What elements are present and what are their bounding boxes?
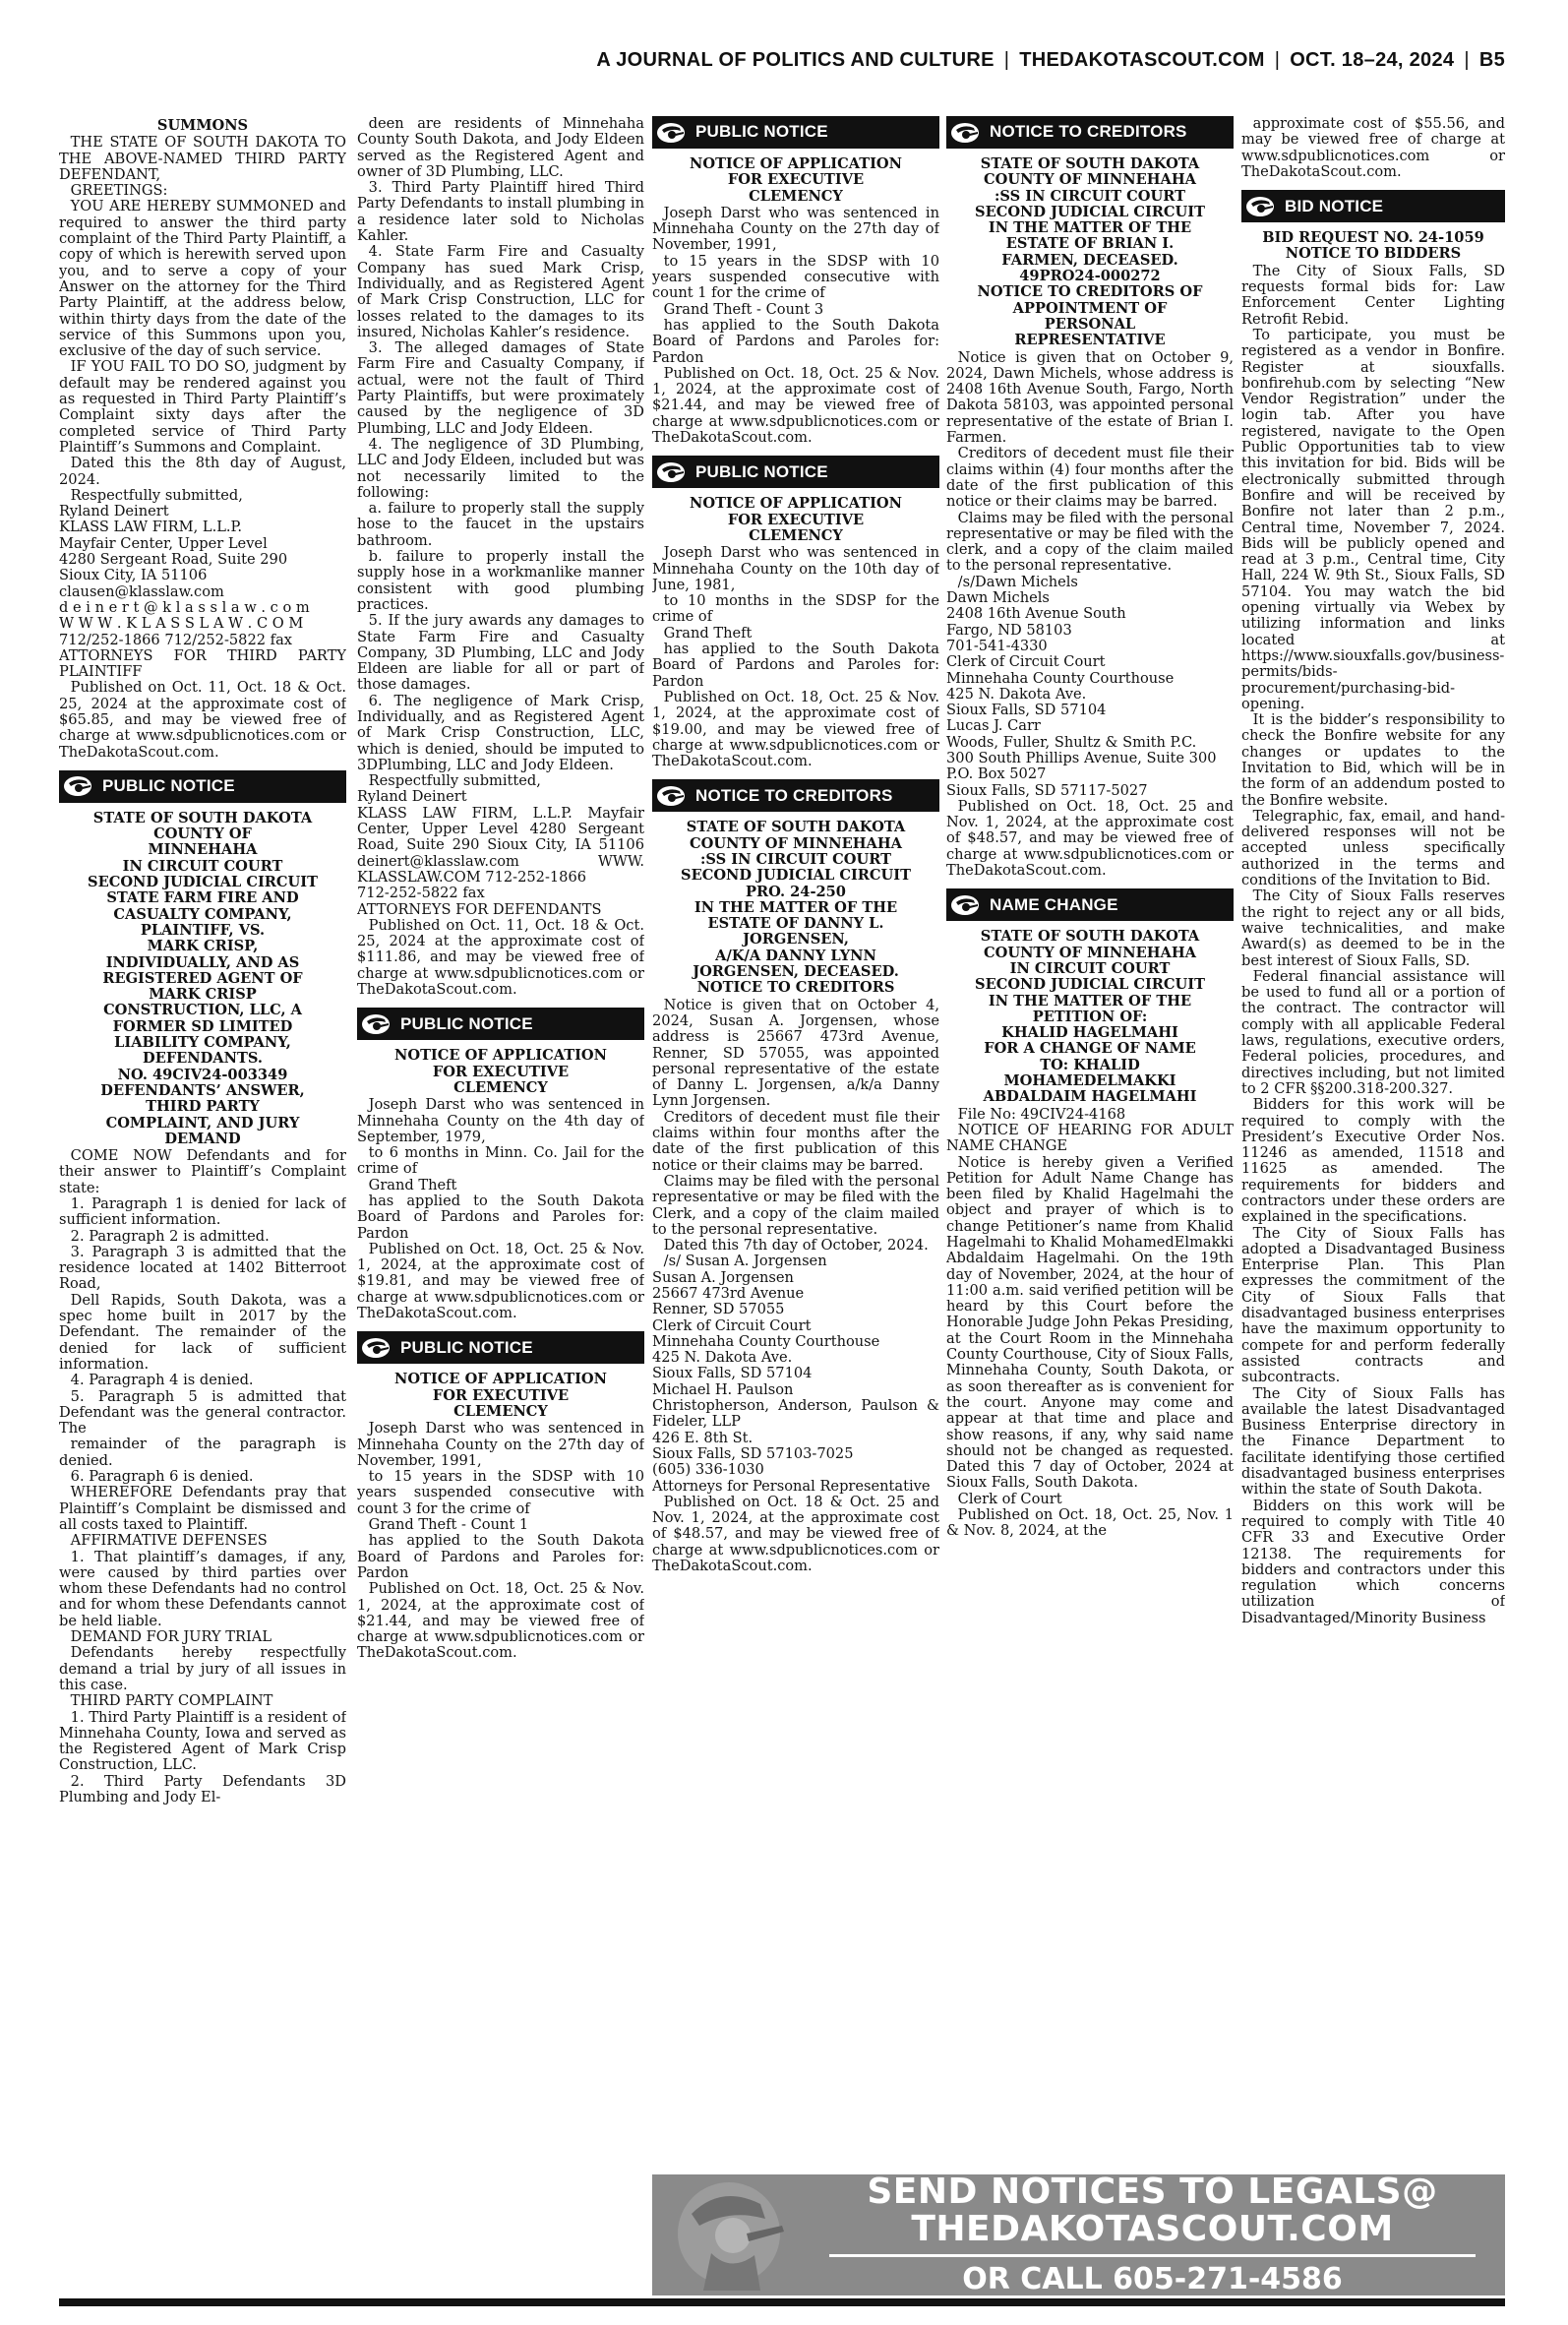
- section-banner: [652, 456, 939, 488]
- scout-logo-icon: [1245, 196, 1275, 217]
- site-name: THEDAKOTASCOUT.COM: [1019, 49, 1265, 71]
- promo-phone: OR CALL 605-271-4586: [962, 2262, 1343, 2295]
- notice-paragraph: Creditors of decedent must file their claims within four months after the date of the first publication of this notice or their claims may be barred.: [652, 1108, 939, 1174]
- scout-logo-icon: [950, 122, 980, 144]
- notice-paragraph: has applied to the South Dakota Board of Pardons and Paroles for: Pardon: [652, 641, 939, 690]
- notice-paragraph: a. failure to properly stall the supply hose to the faucet in the upstairs bathroom.: [357, 500, 644, 549]
- scout-logo-icon: [63, 775, 92, 797]
- section-banner: [357, 1331, 644, 1364]
- notice-paragraph: Published on Oct. 18, Oct. 25, Nov. 1 & Nov. 8, 2024, at the: [946, 1506, 1234, 1540]
- notice-heading: STATE OF SOUTH DAKOTA COUNTY OF MINNEHAHA IN CIRCUIT COURT SECOND JUDICIAL CIRCUIT IN THE MATTER OF THE PETITION OF: KHALID HAGELMAHI FOR A CHANGE OF NAME TO: KHALID MOHAMEDELMAKKI ABDALDAIM HAGELMAHI: [975, 928, 1205, 1106]
- notice-paragraph: DEMAND FOR JURY TRIAL: [70, 1628, 272, 1646]
- column-2: [357, 116, 644, 2172]
- banner-label: PUBLIC NOTICE: [400, 1337, 533, 1357]
- notice-heading: NOTICE OF APPLICATION FOR EXECUTIVE CLEMENCY: [394, 1371, 607, 1420]
- section-banner: [946, 116, 1234, 149]
- section-banner: [652, 779, 939, 812]
- notice-paragraph: Bidders for this work will be required to comply with the President’s Executive Order Nos. 11246 as amended, 11518 and 11625 as amended. The requirements for bidders and contractors under these orders are explained in the specifications.: [1241, 1096, 1505, 1226]
- section-banner: [1241, 190, 1505, 222]
- notice-paragraph: 3. Third Party Plaintiff hired Third Party Defendants to install plumbing in a residence later sold to Nicholas Kahler.: [357, 179, 644, 245]
- notice-paragraph: to 10 months in the SDSP for the crime of: [652, 592, 939, 626]
- section-banner: [652, 116, 939, 149]
- notice-paragraph: to 15 years in the SDSP with 10 years suspended consecutive with count 3 for the crime of: [357, 1468, 644, 1517]
- notice-paragraph: Published on Oct. 18, Oct. 25 and Nov. 1, 2024, at the approximate cost of $48.57, and may be viewed free of charge at www.sdpublicnotices.com or TheDakotaScout.com.: [946, 797, 1234, 880]
- notice-paragraph: Published on Oct. 18, Oct. 25 & Nov. 1, 2024, at the approximate cost of $19.81, and may be viewed free of charge at www.sdpublicnotices.com or TheDakotaScout.com.: [357, 1240, 644, 1322]
- notice-paragraph: To participate, you must be registered as a vendor in Bonfire. Register at siouxfalls. bonfirehub.com by selecting “New Vendor Registration” under the login tab. After you have registered, navigate to the Open Public Opportunities tab to view this invitation for bid. Bids will be electronically submitted through Bonfire and will be received by Bonfire not later than 2 p.m., Central time, November 7, 2024. Bids will be publicly opened and read at 3 p.m., Central time, City Hall, 224 W. 9th St., Sioux Falls, SD 57104. You may watch the bid opening virtually via Webex by utilizing information and links located at https://www.siouxfalls.gov/business-permits/bids- procurement/purchasing-bid-opening.: [1241, 326, 1505, 712]
- notice-signature-block: Respectfully submitted, Ryland Deinert KLASS LAW FIRM, L.L.P. Mayfair Center, Upper Level 4280 Sergeant Road, Suite 290 Sioux City, IA 51106 deinert@klasslaw.com WWW. KLASSLAW.COM 712-252-1866 712-252-5822 fax ATTORNEYS FOR DEFENDANTS: [357, 772, 644, 918]
- promo-line-2: THEDAKOTASCOUT.COM: [911, 2209, 1394, 2249]
- notice-paragraph: The City of Sioux Falls reserves the right to reject any or all bids, waive technicalities, and make Award(s) as deemed to be in the best interest of Sioux Falls, SD.: [1241, 887, 1505, 969]
- notice-heading: SUMMONS: [156, 117, 249, 134]
- column-1: [59, 116, 346, 2172]
- banner-label: NOTICE TO CREDITORS: [990, 122, 1187, 142]
- notice-paragraph: NOTICE OF HEARING FOR ADULT NAME CHANGE: [946, 1121, 1234, 1155]
- notice-heading: STATE OF SOUTH DAKOTA COUNTY OF MINNEHAHA :SS IN CIRCUIT COURT SECOND JUDICIAL CIRCUIT IN THE MATTER OF THE ESTATE OF BRIAN I. FARMEN, DECEASED. 49PRO24-000272 NOTICE TO CREDITORS OF APPOINTMENT OF PERSONAL REPRESENTATIVE: [975, 155, 1205, 349]
- notice-paragraph: 1. Paragraph 1 is denied for lack of sufficient information.: [59, 1195, 346, 1229]
- notice-paragraph: deen are residents of Minnehaha County South Dakota, and Jody Eldeen served as the Registered Agent and owner of 3D Plumbing, LLC.: [357, 116, 644, 180]
- notice-paragraph: Grand Theft: [368, 1176, 457, 1193]
- notice-paragraph: Dated this the 8th day of August, 2024.: [59, 455, 346, 488]
- banner-label: PUBLIC NOTICE: [695, 461, 828, 481]
- notice-paragraph: 4. Paragraph 4 is denied.: [70, 1372, 254, 1389]
- banner-label: PUBLIC NOTICE: [695, 122, 828, 142]
- page-number: B5: [1478, 49, 1505, 71]
- notice-paragraph: Dated this 7th day of October, 2024.: [663, 1237, 929, 1254]
- notice-heading: NOTICE OF APPLICATION FOR EXECUTIVE CLEMENCY: [690, 155, 902, 205]
- column-5: [1241, 116, 1505, 2172]
- notice-paragraph: b. failure to properly install the supply hose in a workmanlike manner consistent with good plumbing practices.: [357, 548, 644, 613]
- notice-paragraph: GREETINGS:: [70, 182, 168, 200]
- notice-paragraph: has applied to the South Dakota Board of Pardons and Paroles for: Pardon: [652, 316, 939, 366]
- notice-paragraph: Joseph Darst who was sentenced in Minnehaha County on the 4th day of September, 1979,: [357, 1096, 644, 1145]
- notice-heading: NOTICE OF APPLICATION FOR EXECUTIVE CLEMENCY: [690, 495, 902, 544]
- notice-paragraph: The City of Sioux Falls has available the latest Disadvantaged Business Enterprise directory in the Finance Department to facilitate identifying those certified disadvantaged business enterprises within the state of South Dakota.: [1241, 1384, 1505, 1499]
- promo-divider: [829, 2254, 1476, 2257]
- notice-heading: STATE OF SOUTH DAKOTA COUNTY OF MINNEHAHA IN CIRCUIT COURT SECOND JUDICIAL CIRCUIT STATE FARM FIRE AND CASUALTY COMPANY, PLAINTIFF, VS. MARK CRISP, INDIVIDUALLY, AND AS REGISTERED AGENT OF MARK CRISP CONSTRUCTION, LLC, A FORMER SD LIMITED LIABILITY COMPANY, DEFENDANTS. NO. 49CIV24-003349 DEFENDANTS’ ANSWER, THIRD PARTY COMPLAINT, AND JURY DEMAND: [88, 809, 318, 1147]
- notice-paragraph: Published on Oct. 18 & Oct. 25 and Nov. 1, 2024, at the approximate cost of $48.57, and may be viewed free of charge at www.sdpublicnotices.com or TheDakotaScout.com.: [652, 1493, 939, 1575]
- notice-paragraph: Claims may be filed with the personal representative or may be filed with the clerk, and a copy of the claim mailed to the personal representative.: [946, 509, 1234, 575]
- notice-paragraph: to 6 months in Minn. Co. Jail for the crime of: [357, 1144, 644, 1178]
- notice-paragraph: Notice is given that on October 4, 2024, Susan A. Jorgensen, whose address is 25667 473rd Avenue, Renner, SD 57055, was appointed personal representative of the estate of Danny L. Jorgensen, a/k/a Danny Lynn Jorgensen.: [652, 996, 939, 1110]
- notice-paragraph: Joseph Darst who was sentenced in Minnehaha County on the 10th day of June, 1981,: [652, 544, 939, 593]
- scout-figure-icon: [652, 2174, 800, 2295]
- scout-logo-icon: [361, 1337, 391, 1359]
- notice-paragraph: Notice is given that on October 9, 2024, Dawn Michels, whose address is 2408 16th Avenue South, Fargo, North Dakota 58103, was appointed personal representative of the estate of Brian I. Farmen.: [946, 348, 1234, 447]
- notice-heading: BID REQUEST NO. 24-1059 NOTICE TO BIDDERS: [1262, 229, 1484, 263]
- notice-paragraph: Claims may be filed with the personal representative or may be filed with the Clerk, and a copy of the claim mailed to the personal representative.: [652, 1172, 939, 1238]
- notice-paragraph: THE STATE OF SOUTH DAKOTA TO THE ABOVE-NAMED THIRD PARTY DEFENDANT,: [59, 134, 346, 183]
- section-banner: [946, 888, 1234, 921]
- scout-logo-icon: [656, 785, 686, 807]
- scout-logo-icon: [361, 1013, 391, 1035]
- notice-paragraph: File No: 49CIV24-4168: [957, 1105, 1126, 1123]
- notice-paragraph: AFFIRMATIVE DEFENSES: [70, 1532, 268, 1550]
- notice-paragraph: The City of Sioux Falls, SD requests formal bids for: Law Enforcement Center Lighting Retrofit Rebid.: [1241, 262, 1505, 328]
- notice-paragraph: The City of Sioux Falls has adopted a Disadvantaged Business Enterprise Plan. This Plan expresses the commitment of the City of Sioux Falls that disadvantaged business enterprises have the maximum opportunity to compete for and perform federally assisted contracts and subcontracts.: [1241, 1224, 1505, 1386]
- notice-paragraph: to 15 years in the SDSP with 10 years suspended consecutive with count 1 for the crime of: [652, 252, 939, 302]
- notice-paragraph: 4. The negligence of 3D Plumbing, LLC and Jody Eldeen, included but was not necessarily limited to the following:: [357, 435, 644, 501]
- notice-paragraph: 4. State Farm Fire and Casualty Company has sued Mark Crisp, Individually, and as Registered Agent of Mark Crisp Construction, LLC for losses related to the damages to its insured, Nicholas Kahler’s residence.: [357, 243, 644, 340]
- notice-paragraph: 6. Paragraph 6 is denied.: [70, 1468, 254, 1486]
- journal-tagline: A JOURNAL OF POLITICS AND CULTURE: [596, 49, 995, 71]
- notice-signature-block: Respectfully submitted, Ryland Deinert KLASS LAW FIRM, L.L.P. Mayfair Center, Upper Level 4280 Sergeant Road, Suite 290 Sioux City, IA 51106 clausen@klasslaw.com d e i n e r t @ k l a s s l a w . c o m W W W . K L A S S L A W . C O M 712/252-1866 712/252-5822 fax ATTORNEYS FOR THIRD PARTY PLAINTIFF: [59, 486, 346, 681]
- banner-label: BID NOTICE: [1285, 196, 1384, 215]
- notice-paragraph: 5. If the jury awards any damages to State Farm Fire and Casualty Company, 3D Plumbing, LLC and Jody Eldeen are liable for all or part of those damages.: [357, 612, 644, 694]
- notice-paragraph: YOU ARE HEREBY SUMMONED and required to answer the third party complaint of the Third Party Plaintiff, a copy of which is herewith served upon you, and to serve a copy of your Answer on the attorney for the Third Party Plaintiff, at the address below, within thirty days from the date of the service of this Summons upon you, exclusive of the day of such service.: [59, 198, 346, 360]
- notice-paragraph: WHEREFORE Defendants pray that Plaintiff’s Complaint be dismissed and all costs taxed to Plaintiff.: [59, 1484, 346, 1533]
- notice-paragraph: has applied to the South Dakota Board of Pardons and Paroles for: Pardon: [357, 1193, 644, 1242]
- scout-logo-icon: [950, 894, 980, 916]
- legals-promo-box: [652, 2174, 1505, 2295]
- notice-paragraph: 3. The alleged damages of State Farm Fire and Casualty Company, if actual, were not the fault of Third Party Plaintiffs, but were proximately caused by the negligence of 3D Plumbing, LLC and Jody Eldeen.: [357, 339, 644, 437]
- notice-paragraph: Dell Rapids, South Dakota, was a spec home built in 2017 by the Defendant. The remainder of the denied for lack of sufficient information.: [59, 1291, 346, 1373]
- masthead-separator: |: [1274, 49, 1281, 71]
- promo-line-1: SEND NOTICES TO LEGALS@: [867, 2174, 1438, 2212]
- notice-paragraph: Published on Oct. 11, Oct. 18 & Oct. 25, 2024 at the approximate cost of $111.86, and may be viewed free of charge at www.sdpublicnotices.com or TheDakotaScout.com.: [357, 916, 644, 999]
- issue-dates: OCT. 18–24, 2024: [1290, 49, 1455, 71]
- notice-paragraph: Published on Oct. 18, Oct. 25 & Nov. 1, 2024, at the approximate cost of $21.44, and may be viewed free of charge at www.sdpublicnotices.com or TheDakotaScout.com.: [357, 1580, 644, 1662]
- section-banner: [59, 770, 346, 803]
- banner-label: NOTICE TO CREDITORS: [695, 785, 893, 805]
- notice-paragraph: COME NOW Defendants and for their answer to Plaintiff’s Complaint state:: [59, 1147, 346, 1196]
- notice-paragraph: Federal financial assistance will be used to fund all or a portion of the contract. The contractor will comply with all applicable Federal laws, regulations, executive orders, Federal policies, procedures, and directives including, but not limited to 2 CFR §§200.318-200.327.: [1241, 967, 1505, 1097]
- scout-logo-icon: [656, 461, 686, 483]
- notice-paragraph: Published on Oct. 11, Oct. 18 & Oct. 25, 2024 at the approximate cost of $65.85, and may be viewed free of charge at www.sdpublicnotices.com or TheDakotaScout.com.: [59, 679, 346, 761]
- notice-paragraph: Grand Theft - Count 1: [368, 1516, 529, 1534]
- notice-paragraph: Notice is hereby given a Verified Petition for Adult Name Change has been filed by Khalid Hagelmahi the object and prayer of which is to change Petitioner’s name from Khalid Hagelmahi to Khalid MohamedElmakki Abdaldaim Hagelmahi. On the 19th day of November, 2024, at the hour of 11:00 a.m. said verified petition will be heard by this Court before the Honorable Judge John Pekas Presiding, at the Court Room in the Minnehaha County Courthouse, City of Sioux Falls, Minnehaha County, South Dakota, or as soon thereafter as is convenient for the court. Anyone may come and appear at that time and place and show reasons, if any, why said name should not be changed as requested. Dated this 7 day of October, 2024 at Sioux Falls, South Dakota.: [946, 1153, 1234, 1492]
- notice-paragraph: has applied to the South Dakota Board of Pardons and Paroles for: Pardon: [357, 1532, 644, 1581]
- notice-paragraph: Bidders on this work will be required to comply with Title 40 CFR 33 and Executive Order 12138. The requirements for bidders and contractors under this regulation which concerns utilization of Disadvantaged/Minority Business: [1241, 1497, 1505, 1626]
- notice-paragraph: 2. Third Party Defendants 3D Plumbing and Jody El-: [59, 1772, 346, 1805]
- notice-paragraph: remainder of the paragraph is denied.: [59, 1436, 346, 1469]
- notice-paragraph: 1. That plaintiff’s damages, if any, were caused by third parties over whom these Defendants had no control and for whom these Defendants cannot be held liable.: [59, 1548, 346, 1629]
- footer-rule: [59, 2298, 1505, 2306]
- notice-paragraph: Published on Oct. 18, Oct. 25 & Nov. 1, 2024, at the approximate cost of $21.44, and may be viewed free of charge at www.sdpublicnotices.com or TheDakotaScout.com.: [652, 364, 939, 447]
- notice-paragraph: It is the bidder’s responsibility to check the Bonfire website for any changes or updates to the Invitation to Bid, which will be in the form of an addendum posted to the Bonfire website.: [1241, 711, 1505, 809]
- section-banner: [357, 1008, 644, 1040]
- column-4: [946, 116, 1234, 2172]
- scout-logo-icon: [656, 122, 686, 144]
- notice-paragraph: approximate cost of $55.56, and may be viewed free of charge at www.sdpublicnotices.com or TheDakotaScout.com.: [1241, 116, 1505, 180]
- notice-paragraph: 6. The negligence of Mark Crisp, Individually, and as Registered Agent of Mark Crisp Construction, LLC, which is denied, should be imputed to 3DPlumbing, LLC and Jody Eldeen.: [357, 692, 644, 773]
- notice-paragraph: 2. Paragraph 2 is admitted.: [70, 1227, 270, 1245]
- banner-label: PUBLIC NOTICE: [102, 776, 235, 796]
- notice-heading: NOTICE OF APPLICATION FOR EXECUTIVE CLEMENCY: [394, 1047, 607, 1096]
- banner-label: NAME CHANGE: [990, 894, 1118, 914]
- notice-signature-block: /s/Dawn Michels Dawn Michels 2408 16th Avenue South Fargo, ND 58103 701-541-4330 Clerk of Circuit Court Minnehaha County Courthouse 425 N. Dakota Ave. Sioux Falls, SD 57104 Lucas J. Carr Woods, Fuller, Shultz & Smith P.C. 300 South Phillips Avenue, Suite 300 P.O. Box 5027 Sioux Falls, SD 57117-5027: [946, 573, 1217, 799]
- notice-paragraph: IF YOU FAIL TO DO SO, judgment by default may be rendered against you as requested in Third Party Plaintiff’s Complaint sixty days after the completed service of Third Party Plaintiff’s Summons and Complaint.: [59, 358, 346, 456]
- notice-paragraph: Grand Theft: [663, 624, 753, 642]
- notice-paragraph: Published on Oct. 18, Oct. 25 & Nov. 1, 2024, at the approximate cost of $19.00, and may be viewed free of charge at www.sdpublicnotices.com or TheDakotaScout.com.: [652, 688, 939, 770]
- masthead-separator: |: [1464, 49, 1470, 71]
- banner-label: PUBLIC NOTICE: [400, 1013, 533, 1033]
- notice-paragraph: Grand Theft - Count 3: [663, 300, 824, 318]
- notice-signature-block: /s/ Susan A. Jorgensen Susan A. Jorgensen 25667 473rd Avenue Renner, SD 57055 Clerk of Circuit Court Minnehaha County Courthouse 425 N. Dakota Ave. Sioux Falls, SD 57104 Michael H. Paulson Christopherson, Anderson, Paulson & Fideler, LLP 426 E. 8th St. Sioux Falls, SD 57103-7025 (605) 336-1030 Attorneys for Personal Representative: [652, 1253, 939, 1495]
- column-3: [652, 116, 939, 2172]
- notice-paragraph: THIRD PARTY COMPLAINT: [70, 1692, 273, 1710]
- notice-paragraph: 5. Paragraph 5 is admitted that Defendant was the general contractor. The: [59, 1387, 346, 1438]
- masthead-separator: |: [1003, 49, 1010, 71]
- notice-paragraph: Joseph Darst who was sentenced in Minnehaha County on the 27th day of November, 1991,: [652, 204, 939, 254]
- notice-paragraph: Defendants hereby respectfully demand a trial by jury of all issues in this case.: [59, 1644, 346, 1693]
- notice-paragraph: Creditors of decedent must file their claims within (4) four months after the date of the first publication of this notice or their claims may be barred.: [946, 445, 1234, 511]
- notice-paragraph: 1. Third Party Plaintiff is a resident of Minnehaha County, Iowa and served as the Registered Agent of Mark Crisp Construction, LLC.: [59, 1708, 346, 1774]
- notice-paragraph: Joseph Darst who was sentenced in Minnehaha County on the 27th day of November, 1991,: [357, 1420, 644, 1469]
- notice-paragraph: 3. Paragraph 3 is admitted that the residence located at 1402 Bitterroot Road,: [59, 1243, 346, 1293]
- notice-paragraph: Clerk of Court: [957, 1490, 1062, 1507]
- notice-paragraph: Telegraphic, fax, email, and hand-delivered responses will not be accepted unless specifically authorized in the terms and conditions of the Invitation to Bid.: [1241, 807, 1505, 889]
- page-masthead: [462, 49, 1505, 72]
- notice-heading: STATE OF SOUTH DAKOTA COUNTY OF MINNEHAHA :SS IN CIRCUIT COURT SECOND JUDICIAL CIRCUIT PRO. 24-250 IN THE MATTER OF THE ESTATE OF DANNY L. JORGENSEN, A/K/A DANNY LYNN JORGENSEN, DECEASED. NOTICE TO CREDITORS: [681, 819, 911, 997]
